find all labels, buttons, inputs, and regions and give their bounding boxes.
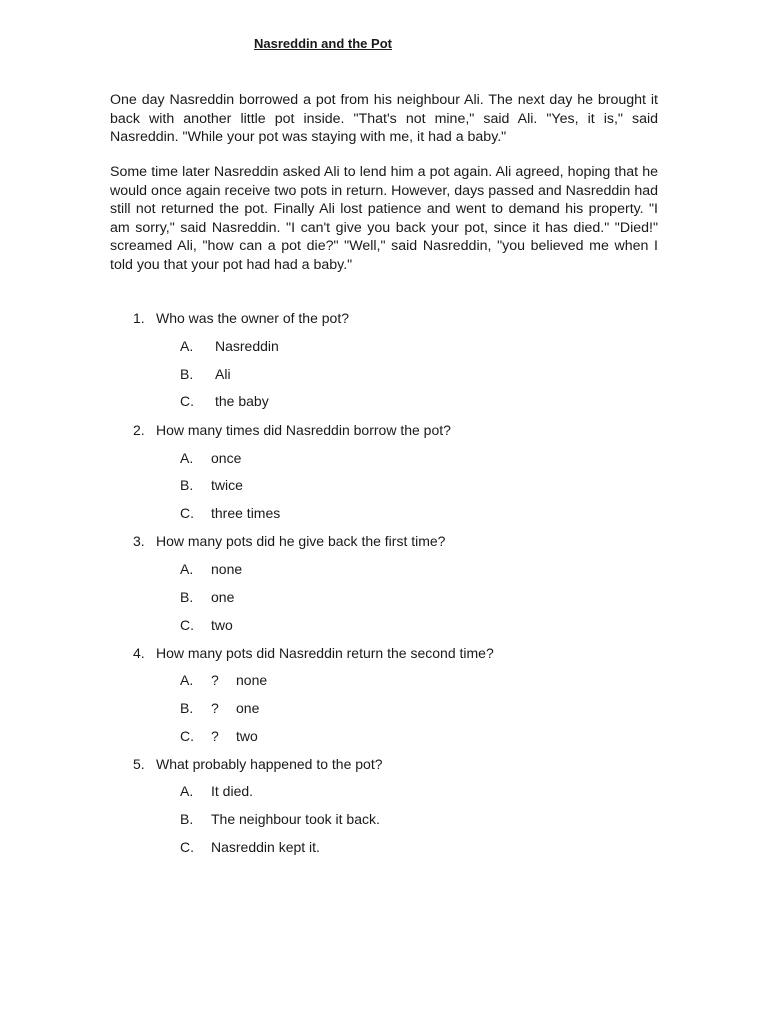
question-3-option-a bbox=[180, 561, 242, 577]
option-letter: B. bbox=[180, 366, 194, 382]
question-5-option-b bbox=[180, 811, 380, 827]
option-letter: A. bbox=[180, 561, 194, 577]
question-4-option-c bbox=[180, 728, 258, 744]
question-number: 3. bbox=[133, 533, 145, 549]
question-number: 1. bbox=[133, 310, 145, 326]
option-letter: B. bbox=[180, 477, 194, 493]
option-text: one bbox=[236, 700, 260, 716]
question-2-option-c bbox=[180, 505, 280, 521]
question-number: 5. bbox=[133, 756, 145, 772]
question-text: Who was the owner of the pot? bbox=[156, 310, 349, 326]
option-text: The neighbour took it back. bbox=[211, 811, 380, 827]
question-1-option-a bbox=[180, 338, 279, 354]
question-2-option-a bbox=[180, 450, 241, 466]
option-text: It died. bbox=[211, 783, 254, 799]
option-text: once bbox=[211, 450, 242, 466]
option-letter: C. bbox=[180, 393, 194, 409]
question-1-option-c bbox=[180, 393, 269, 409]
question-5-option-c bbox=[180, 839, 320, 855]
option-letter: A. bbox=[180, 783, 194, 799]
option-text: two bbox=[236, 728, 258, 744]
question-2 bbox=[133, 422, 451, 438]
option-letter: C. bbox=[180, 728, 194, 744]
option-mark: ? bbox=[211, 728, 219, 744]
question-3 bbox=[133, 533, 445, 549]
question-4 bbox=[133, 645, 494, 661]
question-4-option-a bbox=[180, 672, 267, 688]
question-number: 2. bbox=[133, 422, 145, 438]
option-letter: A. bbox=[180, 672, 194, 688]
question-4-option-b bbox=[180, 700, 259, 716]
question-5-option-a bbox=[180, 783, 253, 799]
question-5 bbox=[133, 756, 383, 772]
question-2-option-b bbox=[180, 477, 243, 493]
option-letter: C. bbox=[180, 505, 194, 521]
question-1-option-b bbox=[180, 366, 231, 382]
option-mark: ? bbox=[211, 700, 219, 716]
question-text: How many times did Nasreddin borrow the pot? bbox=[156, 422, 451, 438]
option-letter: A. bbox=[180, 338, 194, 354]
option-letter: B. bbox=[180, 811, 194, 827]
option-text: Ali bbox=[215, 366, 231, 382]
question-text: How many pots did Nasreddin return the second time? bbox=[156, 645, 494, 661]
story-paragraph-2: Some time later Nasreddin asked Ali to lend him a pot again. Ali agreed, hoping that he would once again receive two pots in return. However, days passed and Nasreddin had still not returned the pot. Finally Ali lost patience and went to demand his property. "I am sorry," said Nasreddin. "I can't give you back your pot, since it has died." "Died!" screamed Ali, "how can a pot die?" "Well," said Nasreddin, "you believed me when I told you that your pot had had a baby." bbox=[110, 164, 658, 273]
page-title: Nasreddin and the Pot bbox=[254, 36, 392, 51]
option-letter: A. bbox=[180, 450, 194, 466]
option-text: three times bbox=[211, 505, 281, 521]
option-text: none bbox=[211, 561, 243, 577]
question-text: What probably happened to the pot? bbox=[156, 756, 383, 772]
option-letter: B. bbox=[180, 700, 194, 716]
story-paragraph-1: One day Nasreddin borrowed a pot from his neighbour Ali. The next day he brought it back with another little pot inside. "That's not mine," said Ali. "Yes, it is," said Nasreddin. "While your pot was staying with me, it had a baby." bbox=[110, 92, 658, 145]
option-text: twice bbox=[211, 477, 243, 493]
option-letter: B. bbox=[180, 589, 194, 605]
option-mark: ? bbox=[211, 672, 219, 688]
question-1 bbox=[133, 310, 349, 326]
question-text: How many pots did he give back the first time? bbox=[156, 533, 446, 549]
option-text: the baby bbox=[215, 393, 269, 409]
option-text: none bbox=[236, 672, 268, 688]
question-number: 4. bbox=[133, 645, 145, 661]
option-text: one bbox=[211, 589, 235, 605]
option-letter: C. bbox=[180, 839, 194, 855]
option-text: two bbox=[211, 617, 233, 633]
question-3-option-b bbox=[180, 589, 234, 605]
option-text: Nasreddin kept it. bbox=[211, 839, 320, 855]
question-3-option-c bbox=[180, 617, 233, 633]
option-letter: C. bbox=[180, 617, 194, 633]
option-text: Nasreddin bbox=[215, 338, 279, 354]
